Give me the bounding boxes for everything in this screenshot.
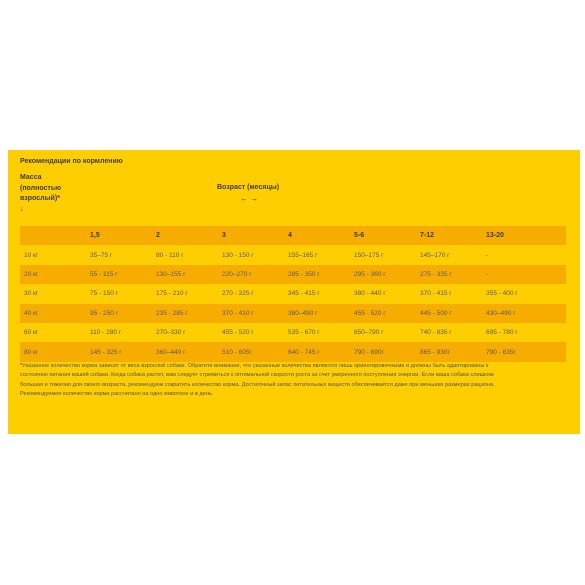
table-cell: 270 - 325 г: [222, 290, 254, 298]
table-cell: 30 кг: [24, 290, 39, 298]
table-cell: 790 - 835г: [486, 348, 516, 356]
table-cell: 80 кг: [24, 348, 39, 356]
table-cell: 380 - 440 г: [354, 290, 386, 298]
footnote-line: большая и тяжелая для своего возраста, рекомендуем сократить количество корма. Достаточный запас питательных веществ обеспечивается даже при меньших размерах рациона.: [20, 381, 495, 388]
footnote: [20, 362, 568, 400]
feeding-table: [20, 226, 566, 362]
age-header: Возраст (месяцы): [217, 184, 280, 191]
column-header: 2: [156, 232, 160, 240]
table-cell: 455 - 520 г: [222, 329, 254, 337]
left-right-arrows-icon: ← →: [240, 194, 259, 203]
table-cell: -: [486, 270, 489, 278]
table-cell: 150–175 г: [354, 251, 384, 259]
table-cell: 95 - 250 г: [90, 309, 119, 317]
table-cell: 640 - 745 г: [288, 348, 320, 356]
table-cell: 175 - 210 г: [156, 290, 188, 298]
table-cell: 145–170 г: [420, 251, 450, 259]
table-cell: 445 - 500 г: [420, 309, 452, 317]
mass-header-line-2: (полностью: [20, 184, 62, 192]
table-cell: 235 - 285 г: [156, 309, 188, 317]
table-cell: 270–330 г: [156, 329, 186, 337]
table-cell: 220–270 г: [222, 270, 252, 278]
mass-header-line-1: Масса: [20, 174, 42, 181]
column-header: [20, 226, 86, 245]
footnote-line: Рекомендуемое количество корма рассчитано на одно животное и в день.: [20, 391, 214, 398]
table-cell: 60 кг: [24, 329, 39, 337]
table-row: [20, 304, 566, 323]
table-cell: 40 кг: [24, 309, 39, 317]
table-cell: 360–440 г: [156, 348, 186, 356]
table-cell: 80 - 110 г: [156, 251, 184, 259]
panel-title: Рекомендации по кормлению: [20, 158, 123, 165]
table-cell: 275 - 335 г: [420, 270, 452, 278]
feeding-recommendations-panel: [8, 150, 580, 434]
column-header: 7-12: [420, 232, 435, 240]
table-row: [20, 342, 566, 361]
column-header: 4: [288, 232, 292, 240]
table-cell: 75 - 150 г: [90, 290, 119, 298]
table-cell: 695 - 780 г: [486, 329, 518, 337]
table-cell: 345 - 415 г: [288, 290, 320, 298]
column-header: 3: [222, 232, 226, 240]
down-arrow-icon: ↓: [20, 205, 24, 213]
table-cell: 370 - 410 г: [222, 309, 254, 317]
table-cell: 295 - 360 г: [354, 270, 386, 278]
column-header: 5-6: [354, 232, 365, 240]
table-cell: 110 - 280 г: [90, 329, 122, 337]
table-header-row: [20, 226, 566, 245]
table-cell: 10 кг: [24, 251, 39, 259]
table-row: [20, 265, 566, 284]
table-cell: 455 - 520 г: [354, 309, 386, 317]
table-cell: 535 - 670 г: [288, 329, 320, 337]
table-row: [20, 323, 566, 342]
mass-column-header: [20, 173, 100, 215]
table-cell: 865 - 930г: [420, 348, 450, 356]
table-cell: 430–490 г: [486, 309, 516, 317]
table-cell: 355 - 400 г: [486, 290, 518, 298]
table-cell: 20 кг: [24, 270, 39, 278]
footnote-line: состоянию питания вашей собаки. Когда собака растет, вам следует стремиться к оптимальной скорости роста за счет умеренного поступления энергии. Если ваша собака слишком: [20, 372, 494, 379]
table-cell: 55 - 115 г: [90, 270, 118, 278]
table-cell: 380–490 г: [288, 309, 318, 317]
column-header: 1,5: [90, 232, 100, 240]
table-cell: 145 - 325 г: [90, 348, 122, 356]
column-header: 13-20: [486, 232, 504, 240]
table-cell: 510 - 605г: [222, 348, 252, 356]
table-cell: 740 - 835 г: [420, 329, 452, 337]
footnote-line: *Указанное количество корма зависит от веса взрослой собаки. Обратите внимание, что указанные количества являются лишь ориентировочными и должны быть адаптированы к: [20, 363, 489, 369]
mass-header-line-3: взрослый)*: [20, 195, 60, 202]
table-cell: 155–165 г: [288, 251, 318, 259]
table-row: [20, 284, 566, 303]
table-cell: 650–790 г: [354, 329, 384, 337]
table-cell: 35–75 г: [90, 251, 113, 259]
table-cell: 130–155 г: [156, 270, 186, 278]
table-row: [20, 245, 566, 264]
table-cell: 285 - 350 г: [288, 270, 320, 278]
table-cell: 370 - 415 г: [420, 290, 452, 298]
table-cell: 790 - 890г: [354, 348, 384, 356]
table-cell: -: [486, 251, 489, 259]
table-cell: 130 - 150 г: [222, 251, 254, 259]
